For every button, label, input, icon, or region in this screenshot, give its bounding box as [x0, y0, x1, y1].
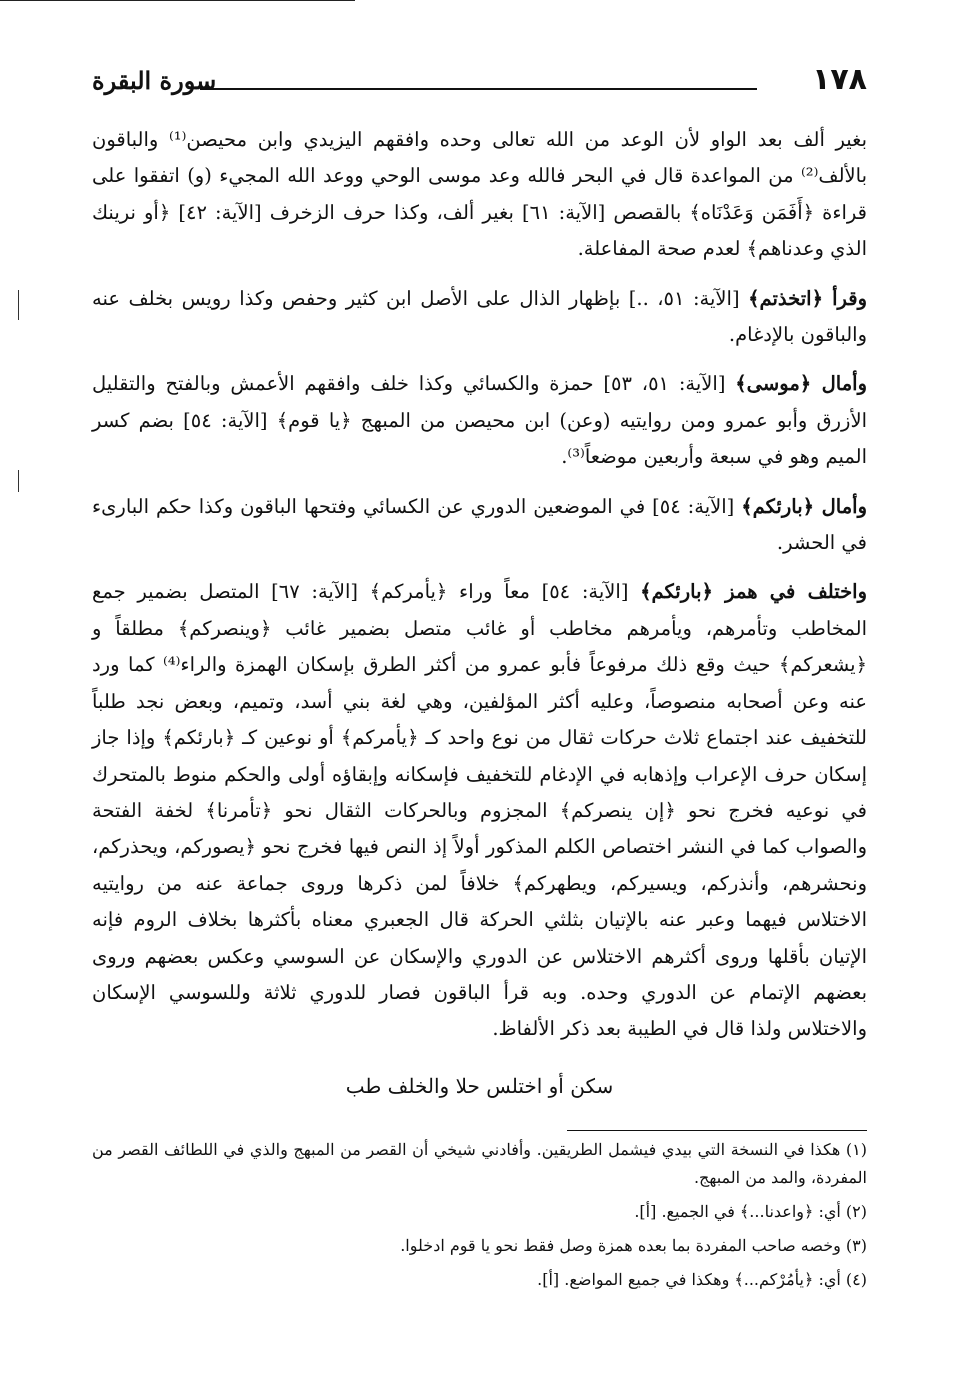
paragraph — [92, 281, 867, 354]
footnote: (١) هكذا في النسخة التي بيدي فيشمل الطريقين. وأفادني شيخي أن القصر من المبهج والذي في اللطائف القصر من المفردة، والمد من المبهج. — [92, 1140, 867, 1187]
paragraph — [92, 122, 867, 268]
margin-mark — [18, 470, 19, 492]
top-rule — [0, 0, 355, 1]
paragraph-text: بغير ألف بعد الواو لأن الوعد من الله تعالى وحده وافقهم اليزيدي وابن محيصن⁽¹⁾ والباقون بالألف⁽²⁾ من المواعدة قال في البحر فالله وعد موسى الوحي ووعد الله المجيء (و) اتفقوا على قراءة ﴿أَفَمَن وَعَدْنَاه﴾ بالقصص [الآية: ٦١] بغير ألف، وكذا حرف الزخرف [الآية: ٤٢] ﴿أو نرينك الذي وعدناهم﴾ لعدم صحة المفاعلة. — [92, 128, 868, 261]
header-rule — [200, 88, 757, 90]
page-header — [92, 62, 867, 108]
poetry-verse: سكن أو اختلس حلا والخلف طب — [345, 1074, 614, 1098]
paragraph — [92, 574, 867, 1047]
footnote: (٤) أي: ﴿يأمُرْكم...﴾ وهكذا في جميع المواضع. [أ]. — [537, 1270, 867, 1289]
paragraph-text: [الآية: ٥١، ..] بإظهار الذال على الأصل ابن كثير وحفص وكذا رويس بخلف عنه والباقون بالإدغام. — [92, 286, 867, 347]
sura-title: سورة البقرة — [92, 66, 217, 95]
paragraph-text: [الآية: ٥٤] في الموضعين الدوري عن الكسائي وفتحها الباقون وكذا حكم البارىء في الحشر. — [92, 494, 867, 555]
paragraph — [92, 366, 867, 475]
margin-mark — [18, 290, 19, 320]
footnote: (٢) أي: ﴿واعدنا...﴾ في الجميع. [أ]. — [634, 1202, 867, 1221]
paragraph-text: [الآية: ٥١، ٥٣] حمزة والكسائي وكذا خلف وافقهم الأعمش وبالفتح والتقليل الأزرق وأبو عمرو ومن روايتيه (وعن) ابن محيصن من المبهج ﴿يا قوم﴾ [الآية: ٥٤] بضم كسر الميم وهو في سبعة وأربعين موضعاً⁽³⁾. — [92, 372, 867, 469]
main-text — [92, 122, 867, 1061]
page-number: ١٧٨ — [812, 62, 867, 97]
paragraph-lead: وقرأ ﴿اتخذتم﴾ — [748, 286, 867, 310]
paragraph-text: [الآية: ٥٤] معاً وراء ﴿يأمركم﴾ [الآية: ٦٧] المتصل بضمير جمع المخاطب وتأمرهم، ويأمرهم مخاطب أو غائب متصل بضمير غائب ﴿وينصركم﴾ مطلقاً و ﴿يشعركم﴾ حيث وقع ذلك مرفوعاً فأبو عمرو من أكثر الطرق بإسكان الهمزة والراء⁽⁴⁾ كما ورد عنه وعن أصحابه منصوصاً، وعليه أكثر المؤلفين، وهي لغة بني أسد، وتميم، وبعض نجد طلباً للتخفيف عند اجتماع ثلاث حركات ثقال من نوع واحد كـ ﴿يأمركم﴾ أو نوعين كـ ﴿بارئكم﴾ وإذا جاز إسكان حرف الإعراب وإذهابه في الإدغام للتخفيف فإسكانه وإبقاؤه أولى والحكم منوط بالمتحرك في نوعيه فخرج نحو ﴿إن ينصركم﴾ المجزوم وبالحركات الثقال نحو ﴿تأمرنا﴾ لخفة الفتحة والصواب كما في النشر اختصاص الكلم المذكور أولاً إذ النص فيها فخرج نحو ﴿يصوركم، ويحذركم، ونحشرهم، وأنذركم، ويسيركم، ويطهركم﴾ خلافاً لمن ذكرها وروى جماعة عنه من روايتيه الاختلاس فيهما وعبر عنه بالإتيان بثلثي الحركة قال الجعبري معناه بأكثرها بخلاف الروم فإنه الإتيان بأقلها وروى أكثرهم الاختلاس عن الدوري والإسكان عن السوسي وعكس بعضهم وروى بعضهم الإتمام عن الدوري وحده. وبه قرأ الباقون فصار للدوري ثلاثة وللسوسي الإسكان والاختلاس ولذا قال في الطيبة بعد ذكر الألفاظ. — [92, 580, 868, 1041]
footnotes — [92, 1136, 867, 1300]
paragraph-lead: واختلف في همز ﴿بارئكم﴾ — [640, 580, 868, 604]
paragraph — [92, 489, 867, 562]
paragraph-lead: وأمال ﴿موسى﴾ — [735, 372, 868, 396]
footnote: (٣) وخصه صاحب المفردة بما بعده همزة وصل فقط نحو يا قوم ادخلوا. — [400, 1236, 867, 1255]
footnote-rule — [567, 1130, 867, 1131]
paragraph-lead: وأمال ﴿بارئكم﴾ — [741, 494, 867, 518]
